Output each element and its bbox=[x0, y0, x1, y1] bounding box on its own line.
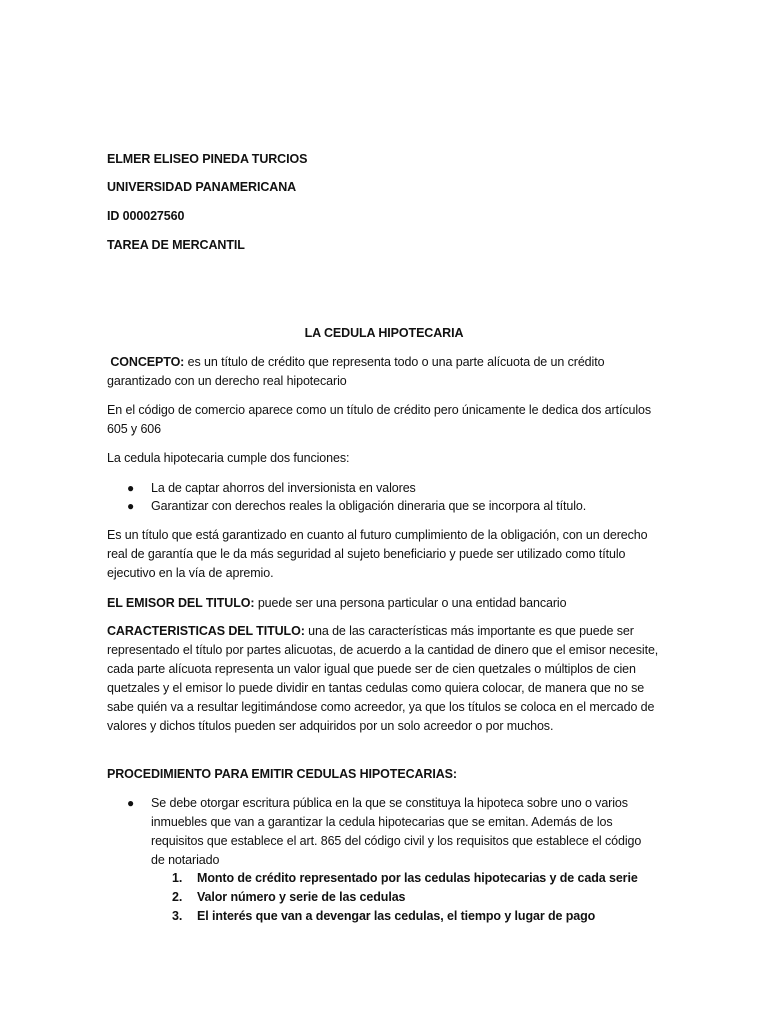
numbered-item bbox=[172, 907, 672, 926]
caracteristicas-paragraph bbox=[107, 622, 667, 736]
numbered-item-number: 3. bbox=[172, 909, 183, 923]
procedimiento-item bbox=[127, 794, 647, 870]
bullet-icon: ● bbox=[127, 796, 135, 810]
numbered-item-text: Monto de crédito representado por las cedulas hipotecarias y de cada serie bbox=[197, 871, 638, 885]
funcion-item bbox=[127, 497, 667, 516]
caracteristicas-label: CARACTERISTICAS DEL TITULO: bbox=[107, 624, 305, 638]
bullet-icon: ● bbox=[127, 481, 135, 495]
university-name: UNIVERSIDAD PANAMERICANA bbox=[107, 180, 297, 194]
funcion-text: La de captar ahorros del inversionista en valores bbox=[151, 481, 416, 495]
funcion-item bbox=[127, 479, 667, 498]
student-id: ID 000027560 bbox=[107, 209, 185, 223]
bullet-icon: ● bbox=[127, 499, 135, 513]
garantizado-paragraph: Es un título que está garantizado en cuanto al futuro cumplimiento de la obligación, con un derecho real de garantía que le da más seguridad al sujeto beneficiario y puede ser utilizado como título ejecutivo en la vía de apremio. bbox=[107, 528, 648, 580]
emisor-paragraph bbox=[107, 594, 667, 613]
procedimiento-heading: PROCEDIMIENTO PARA EMITIR CEDULAS HIPOTECARIAS: bbox=[107, 767, 457, 781]
numbered-item-number: 1. bbox=[172, 871, 183, 885]
author-name: ELMER ELISEO PINEDA TURCIOS bbox=[107, 152, 308, 166]
assignment-title: TAREA DE MERCANTIL bbox=[107, 238, 245, 252]
numbered-item bbox=[172, 869, 672, 888]
document-title: LA CEDULA HIPOTECARIA bbox=[304, 326, 464, 340]
codigo-paragraph: En el código de comercio aparece como un título de crédito pero únicamente le dedica dos artículos 605 y 606 bbox=[107, 403, 651, 436]
numbered-item bbox=[172, 888, 672, 907]
emisor-text: puede ser una persona particular o una entidad bancario bbox=[254, 596, 567, 610]
procedimiento-item-text: Se debe otorgar escritura pública en la que se constituya la hipoteca sobre uno o varios inmuebles que van a garantizar la cedula hipotecarias que se emitan. Además de los requisitos que establece el art. 865 del código civil y los requisitos que establece el código de notariado bbox=[151, 796, 642, 867]
concepto-label: CONCEPTO: bbox=[110, 355, 185, 369]
funcion-text: Garantizar con derechos reales la obligación dineraria que se incorpora al título. bbox=[151, 499, 587, 513]
emisor-label: EL EMISOR DEL TITULO: bbox=[107, 596, 255, 610]
numbered-item-text: El interés que van a devengar las cedulas, el tiempo y lugar de pago bbox=[197, 909, 596, 923]
numbered-item-number: 2. bbox=[172, 890, 183, 904]
funciones-intro: La cedula hipotecaria cumple dos funciones: bbox=[107, 451, 350, 465]
caracteristicas-text: una de las características más importante es que puede ser representado el título por partes alicuotas, de acuerdo a la cantidad de dinero que el emisor necesite, cada parte alícuota representa un valor igual que puede ser de cien quetzales o múltiplos de cien quetzales y el emisor lo puede dividir en tantas cedulas como quiera colocar, de manera que no se sabe quién va a resultar legitimándose como acreedor, ya que los títulos se coloca en el mercado de valores y dichos títulos pueden ser adquiridos por un solo acreedor o por muchos. bbox=[107, 624, 659, 733]
concepto-text: es un título de crédito que representa todo o una parte alícuota de un crédito garantizado con un derecho real hipotecario bbox=[107, 355, 605, 388]
numbered-item-text: Valor número y serie de las cedulas bbox=[197, 890, 406, 904]
concepto-paragraph bbox=[107, 353, 667, 391]
